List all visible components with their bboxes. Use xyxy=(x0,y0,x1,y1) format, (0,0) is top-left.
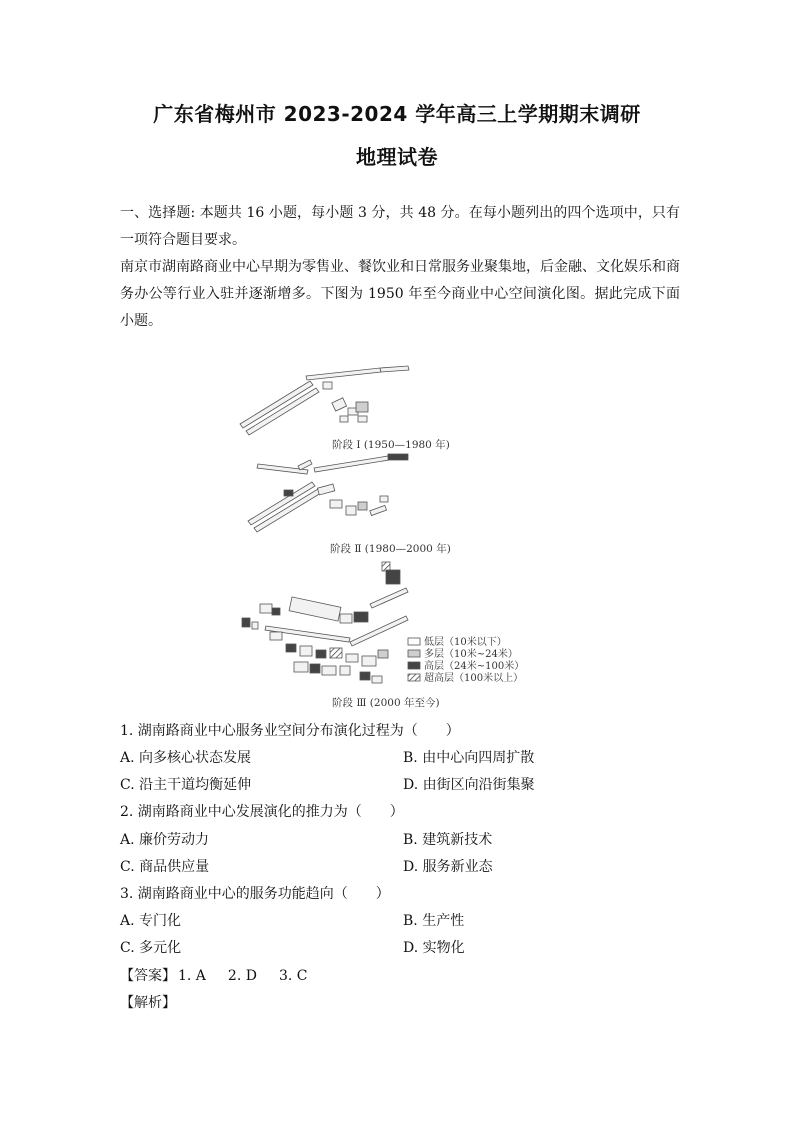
stage1-map xyxy=(240,366,409,435)
question-3-option-a: A. 专门化 xyxy=(120,913,182,929)
answer-2: 2. D xyxy=(227,968,257,984)
section-instruction: 一、选择题: 本题共 16 小题，每小题 3 分，共 48 分。在每小题列出的四个选项中，只有一项符合题目要求。 xyxy=(120,205,680,248)
question-1-option-c: C. 沿主干道均衡延伸 xyxy=(120,777,252,793)
legend-super-high-rise: 超高层（100米以上） xyxy=(424,673,524,684)
question-2-stem: 2. 湖南路商业中心发展演化的推力为（ ） xyxy=(120,804,404,820)
page-subtitle: 地理试卷 xyxy=(356,145,438,169)
question-2-option-a: A. 廉价劳动力 xyxy=(120,832,210,848)
legend-high-rise: 高层（24米~100米） xyxy=(424,661,525,672)
question-3-option-b: B. 生产性 xyxy=(403,913,465,929)
analysis-label: 【解析】 xyxy=(120,995,176,1011)
stage2-map xyxy=(248,454,408,532)
question-1-option-b: B. 由中心向四周扩散 xyxy=(403,750,535,766)
question-1-option-d: D. 由街区向沿街集聚 xyxy=(403,777,535,793)
legend-low-rise: 低层（10米以下） xyxy=(424,637,507,648)
spatial-evolution-figure xyxy=(230,356,550,712)
question-2-option-d: D. 服务新业态 xyxy=(403,859,493,875)
stage3-map xyxy=(242,562,408,683)
question-3-option-c: C. 多元化 xyxy=(120,940,182,956)
page-title: 广东省梅州市 2023-2024 学年高三上学期期末调研 xyxy=(153,102,641,126)
answer-3: 3. C xyxy=(278,968,308,984)
question-1-option-a: A. 向多核心状态发展 xyxy=(120,750,252,766)
material-text: 南京市湖南路商业中心早期为零售业、餐饮业和日常服务业聚集地，后金融、文化娱乐和商务办公等行业入驻并逐渐增多。下图为 1950 年至今商业中心空间演化图。据此完成下面小题。 xyxy=(120,259,680,329)
question-2-option-c: C. 商品供应量 xyxy=(120,859,210,875)
question-3-stem: 3. 湖南路商业中心的服务功能趋向（ ） xyxy=(120,886,390,902)
question-1-stem: 1. 湖南路商业中心服务业空间分布演化过程为（ ） xyxy=(120,723,460,739)
answer-1: 1. A xyxy=(178,968,206,984)
stage2-caption: 阶段 Ⅱ (1980—2000 年) xyxy=(330,543,451,555)
answer-line xyxy=(120,963,330,990)
question-3-option-d: D. 实物化 xyxy=(403,940,465,956)
building-height-legend xyxy=(408,635,524,684)
question-2-option-b: B. 建筑新技术 xyxy=(403,832,493,848)
legend-multi-storey: 多层（10米~24米） xyxy=(424,649,518,660)
answer-label: 【答案】 xyxy=(120,968,176,984)
stage3-caption: 阶段 Ⅲ (2000 年至今) xyxy=(332,697,440,709)
stage1-caption: 阶段 Ⅰ (1950—1980 年) xyxy=(332,439,450,451)
